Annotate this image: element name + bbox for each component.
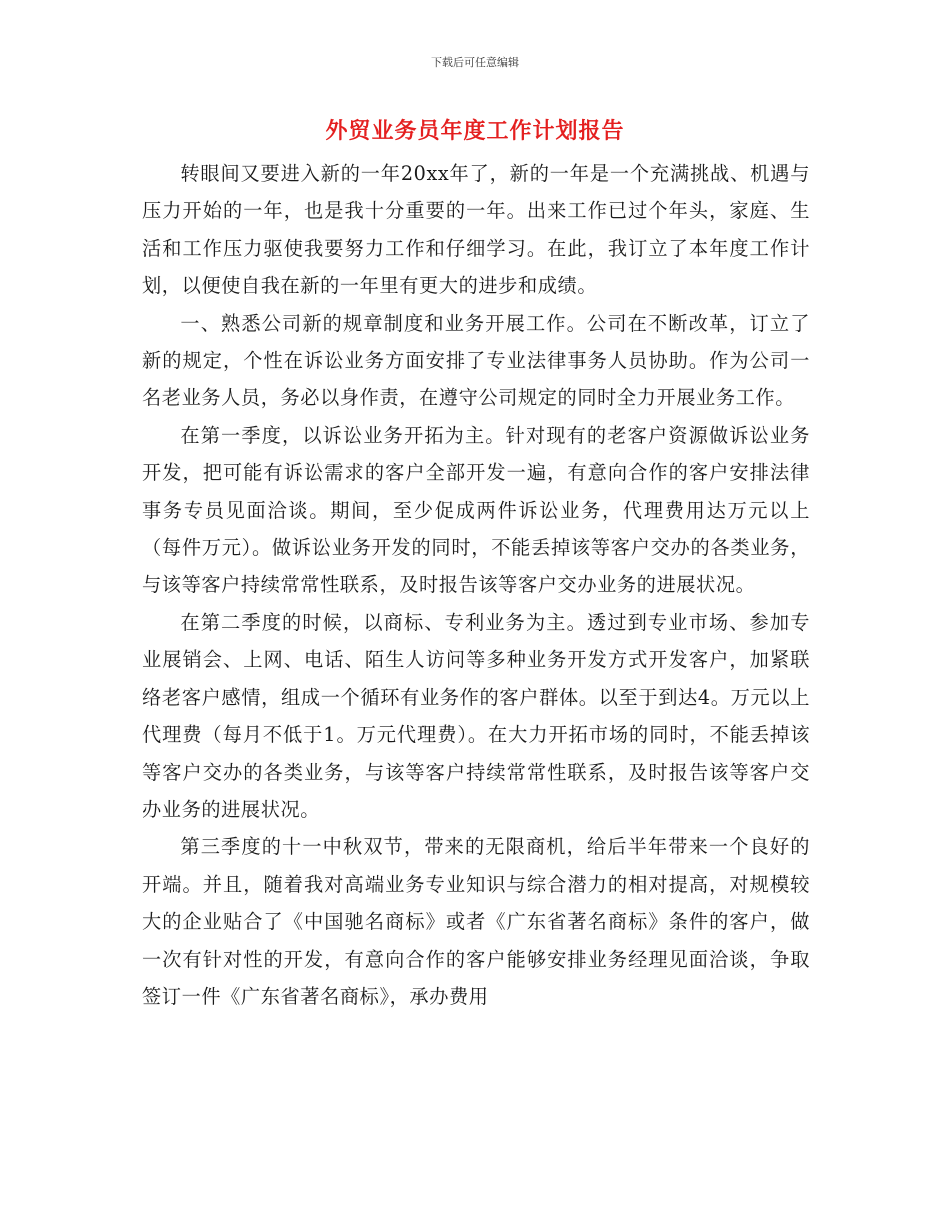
paragraph-third-quarter: 第三季度的十一中秋双节，带来的无限商机，给后半年带来一个良好的开端。并且，随着我对高端业务专业知识与综合潜力的相对提高，对规模较大的企业贴合了《中国驰名商标》或者《广东省著名商标》条件的客户，做一次有针对性的开发，有意向合作的客户能够安排业务经理见面洽谈，争取签订一件《广东省著名商标》，承办费用	[142, 835, 810, 1008]
paragraph-intro: 转眼间又要进入新的一年20xx年了，新的一年是一个充满挑战、机遇与压力开始的一年，也是我十分重要的一年。出来工作已过个年头，家庭、生活和工作压力驱使我要努力工作和仔细学习。在此，我订立了本年度工作计划，以便使自我在新的一年里有更大的进步和成绩。	[142, 162, 810, 298]
header-note: 下载后可任意编辑	[431, 56, 519, 69]
document-title: 外贸业务员年度工作计划报告	[325, 118, 625, 144]
paragraph-first-quarter: 在第一季度，以诉讼业务开拓为主。针对现有的老客户资源做诉讼业务开发，把可能有诉讼需求的客户全部开发一遍，有意向合作的客户安排法律事务专员见面洽谈。期间，至少促成两件诉讼业务，代理费用达万元以上（每件万元）。做诉讼业务开发的同时，不能丢掉该等客户交办的各类业务，与该等客户持续常常性联系，及时报告该等客户交办业务的进展状况。	[142, 423, 810, 597]
paragraph-section-one: 一、熟悉公司新的规章制度和业务开展工作。公司在不断改革，订立了新的规定，个性在诉讼业务方面安排了专业法律事务人员协助。作为公司一名老业务人员，务必以身作责，在遵守公司规定的同时全力开展业务工作。	[142, 311, 810, 410]
document-body	[142, 155, 810, 1015]
paragraph-second-quarter: 在第二季度的时候，以商标、专利业务为主。透过到专业市场、参加专业展销会、上网、电话、陌生人访问等多种业务开发方式开发客户，加紧联络老客户感情，组成一个循环有业务作的客户群体。以至于到达4。万元以上代理费（每月不低于1。万元代理费）。在大力开拓市场的同时，不能丢掉该等客户交办的各类业务，与该等客户持续常常性联系，及时报告该等客户交办业务的进展状况。	[142, 610, 810, 821]
